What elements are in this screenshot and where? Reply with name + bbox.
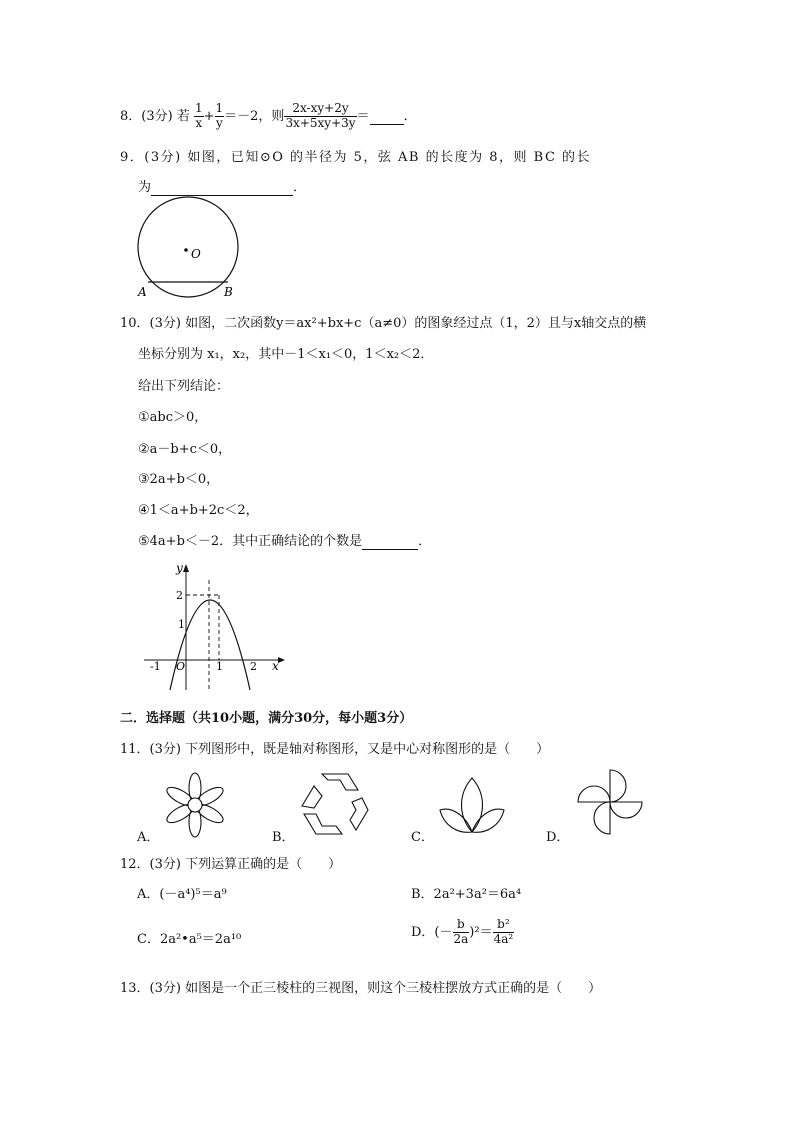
- q10-c5-end: ．: [418, 534, 432, 549]
- q8-f2-num: 1: [215, 101, 224, 115]
- question-11-stem: 11．(3分) 下列图形中，既是轴对称图形，又是中心对称图形的是（ ）: [120, 742, 550, 757]
- tick-2: 2: [176, 589, 183, 602]
- recycle-figure: [298, 772, 370, 836]
- q12-option-d[interactable]: [411, 918, 514, 947]
- q12-d-f1-num: b: [453, 918, 470, 933]
- tick-x-2: 2: [250, 660, 257, 673]
- q8-f2-den: y: [215, 115, 223, 130]
- question-8: [120, 102, 417, 131]
- q8-end: ．: [403, 108, 417, 124]
- tick-x-1: 1: [216, 660, 223, 673]
- label-o: O: [191, 247, 201, 261]
- q8-f3-den: 3x+5xy+3y: [285, 115, 356, 130]
- lotus-figure: [436, 776, 508, 836]
- y-axis-arrow: [183, 564, 189, 572]
- pinwheel-figure: [574, 766, 646, 838]
- q8-plus: +: [203, 108, 215, 124]
- q11-option-c[interactable]: C．: [411, 830, 434, 845]
- circle-figure: [130, 200, 250, 300]
- q8-eq: ＝: [356, 108, 370, 124]
- section-2-title: 二．选择题（共10小题，满分30分，每小题3分）: [120, 711, 413, 726]
- q8-f1-num: 1: [194, 101, 203, 115]
- parabola-curve: [170, 600, 250, 690]
- label-a: A: [138, 285, 147, 299]
- answer-blank[interactable]: [370, 109, 404, 125]
- question-12-stem: 12．(3分) 下列运算正确的是（ ）: [120, 857, 342, 872]
- q10-conclusion-2: ②a－b+c＜0，: [138, 442, 232, 457]
- q10-conclusion-4: ④1＜a+b+2c＜2，: [138, 503, 259, 518]
- q12-option-b[interactable]: B．2a²+3a²＝6a⁴: [411, 887, 522, 902]
- q8-f3-num: 2x-xy+2y: [284, 102, 356, 117]
- q10-c5-text: ⑤4a+b＜－2．其中正确结论的个数是: [138, 534, 363, 549]
- label-origin: O: [176, 660, 186, 673]
- question-9-line2: [138, 176, 306, 196]
- question-10-line2: 坐标分别为 x₁，x₂，其中－1＜x₁＜0，1＜x₂＜2．: [138, 347, 434, 362]
- center-dot: [184, 248, 188, 252]
- flower-figure: [160, 770, 230, 840]
- q9-end: ．: [293, 180, 307, 195]
- answer-blank[interactable]: [151, 180, 293, 196]
- q12-option-c[interactable]: C．2a²•a⁵＝2a¹⁰: [137, 932, 242, 947]
- label-b: B: [224, 285, 233, 299]
- question-13-stem: 13．(3分) 如图是一个正三棱柱的三视图，则这个三棱柱摆放方式正确的是（ ）: [120, 981, 602, 996]
- q12-d-f2-den: 4a²: [493, 931, 514, 946]
- q10-conclusion-3: ③2a+b＜0，: [138, 472, 220, 487]
- question-9-line1: 9．(3分) 如图，已知⊙O 的半径为 5，弦 AB 的长度为 8，则 BC 的长: [120, 150, 592, 165]
- q12-d-mid: )²＝: [469, 924, 493, 940]
- tick-1: 1: [178, 618, 185, 631]
- q8-f1-den: x: [195, 115, 203, 130]
- q8-mid: ＝－2，则: [224, 108, 285, 124]
- q12-option-a[interactable]: A．(－a⁴)⁵＝a⁹: [137, 887, 227, 902]
- q10-conclusion-5: [138, 530, 431, 550]
- label-y: y: [176, 561, 183, 575]
- fraction-b-over-2a: [453, 918, 470, 947]
- parabola-graph: [140, 560, 290, 695]
- q8-prefix: 8．(3分) 若: [120, 108, 190, 124]
- q9-prefix: 为: [138, 180, 152, 195]
- question-10-line1: 10．(3分) 如图，二次函数y＝ax²+bx+c（a≠0）的图象经过点（1，2）且与x轴交点的横: [120, 316, 647, 331]
- tick-minus-1: -1: [150, 660, 161, 673]
- fraction-1-over-x: [194, 102, 204, 131]
- q12-d-prefix: D．(－: [411, 924, 453, 940]
- label-x: x: [272, 659, 279, 673]
- q10-intro: 给出下列结论：: [138, 379, 230, 394]
- answer-blank[interactable]: [362, 534, 418, 550]
- q12-d-f1-den: 2a: [453, 931, 469, 946]
- q11-option-b[interactable]: B．: [272, 830, 295, 845]
- x-axis-arrow: [278, 657, 285, 663]
- fraction-b2-over-4a2: [493, 918, 515, 947]
- q11-option-a[interactable]: A．: [137, 830, 160, 845]
- fraction-expression: [284, 102, 356, 131]
- q12-d-f2-num: b²: [493, 918, 515, 933]
- q11-option-d[interactable]: D．: [546, 830, 570, 845]
- q10-conclusion-1: ①abc＞0，: [138, 410, 208, 425]
- fraction-1-over-y: [215, 102, 225, 131]
